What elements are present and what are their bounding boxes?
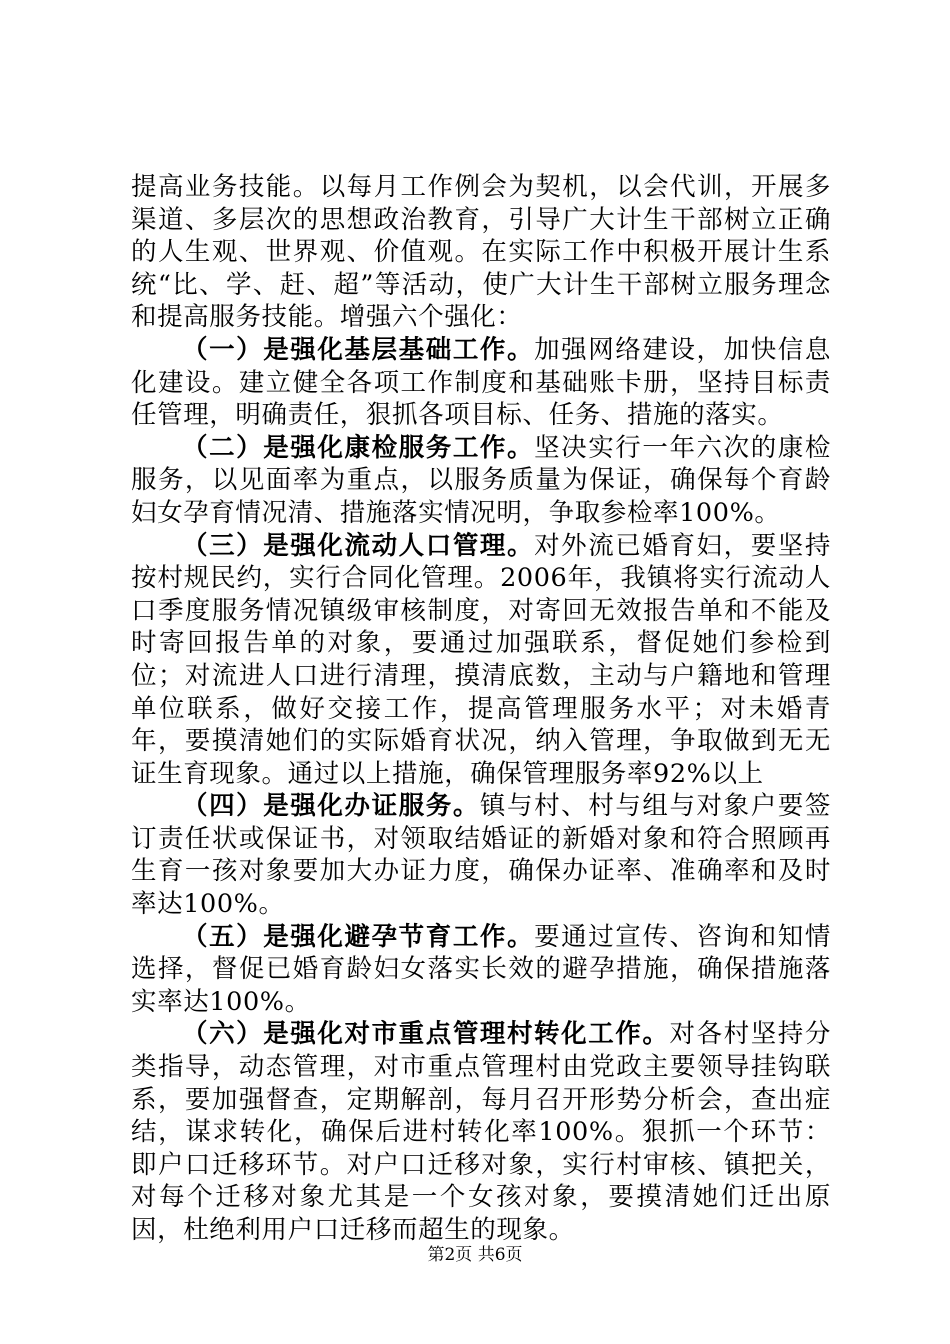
item-heading: （一）是强化基层基础工作。 xyxy=(182,334,535,365)
page-indicator: 第2页 共6页 xyxy=(427,1245,523,1265)
item-paragraph-3 xyxy=(131,530,831,791)
item-text: 坚决实行一年六次的康检服务，以见面率为重点，以服务质量为保证，确保每个育龄妇女孕育情况清、措施落实情况明，争取参检率100%。 xyxy=(131,432,831,528)
item-text: 要通过宣传、咨询和知情选择，督促已婚育龄妇女落实长效的避孕措施，确保措施落实率达100%。 xyxy=(131,921,831,1017)
document-body xyxy=(131,171,831,1247)
item-paragraph-5 xyxy=(131,921,831,1019)
item-text: 对外流已婚育妇，要坚持按村规民约，实行合同化管理。2006年，我镇将实行流动人口季度服务情况镇级审核制度，对寄回无效报告单和不能及时寄回报告单的对象，要通过加强联系，督促她们参检到位；对流进人口进行清理，摸清底数，主动与户籍地和管理单位联系，做好交接工作，提高管理服务水平；对未婚青年，要摸清她们的实际婚育状况，纳入管理，争取做到无无证生育现象。通过以上措施，确保管理服务率92%以上 xyxy=(131,530,831,789)
item-heading: （六）是强化对市重点管理村转化工作。 xyxy=(182,1019,670,1050)
item-text: 对各村坚持分类指导，动态管理，对市重点管理村由党政主要领导挂钩联系，要加强督查，定期解剖，每月召开形势分析会，查出症结，谋求转化，确保后进村转化率100%。狠抓一个环节：即户口迁移环节。对户口迁移对象，实行村审核、镇把关，对每个迁移对象尤其是一个女孩对象，要摸清她们迁出原因，杜绝利用户口迁移而超生的现象。 xyxy=(131,1019,831,1245)
item-paragraph-2 xyxy=(131,432,831,530)
page-footer xyxy=(0,1244,950,1266)
item-heading: （五）是强化避孕节育工作。 xyxy=(182,921,535,952)
item-heading: （四）是强化办证服务。 xyxy=(182,791,480,822)
item-paragraph-6 xyxy=(131,1018,831,1246)
item-text: 加强网络建设，加快信息化建设。建立健全各项工作制度和基础账卡册，坚持目标责任管理，明确责任，狠抓各项目标、任务、措施的落实。 xyxy=(131,334,831,431)
item-paragraph-1 xyxy=(131,334,831,432)
intro-paragraph: 提高业务技能。以每月工作例会为契机，以会代训，开展多渠道、多层次的思想政治教育，引导广大计生干部树立正确的人生观、世界观、价值观。在实际工作中积极开展计生系统“比、学、赶、超”等活动，使广大计生干部树立服务理念和提高服务技能。增强六个强化： xyxy=(131,172,831,333)
item-heading: （二）是强化康检服务工作。 xyxy=(182,432,535,463)
item-text: 镇与村、村与组与对象户要签订责任状或保证书，对领取结婚证的新婚对象和符合照顾再生育一孩对象要加大办证力度，确保办证率、准确率和及时率达100%。 xyxy=(131,791,831,920)
item-paragraph-4 xyxy=(131,790,831,920)
item-heading: （三）是强化流动人口管理。 xyxy=(182,530,535,561)
